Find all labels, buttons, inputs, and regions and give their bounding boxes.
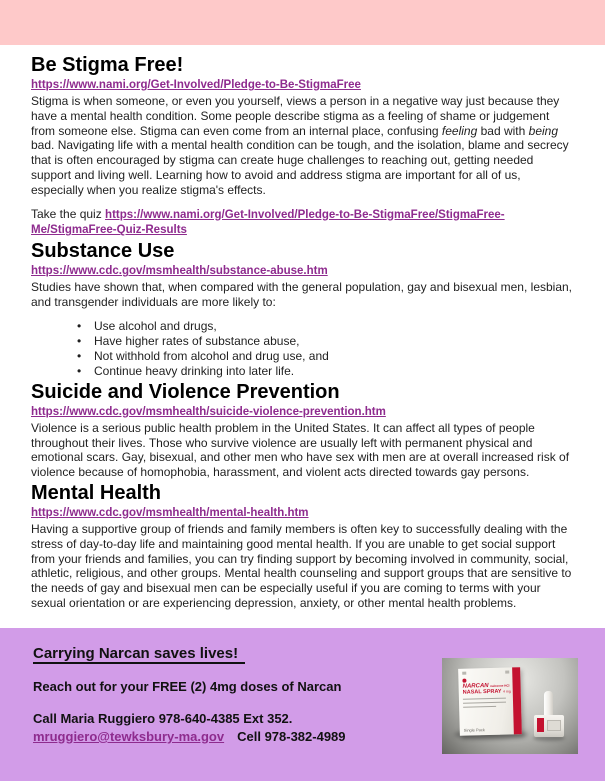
section-suicide-violence-prevention (31, 379, 576, 480)
narcan-subbrand-text: naloxone HCl (490, 683, 510, 688)
email-link[interactable]: mruggiero@tewksbury-ma.gov (33, 729, 225, 744)
paragraph-mental-health: Having a supportive group of friends and family members is often key to successfully dealing with the stress of day-to-day life and maintaining good mental health. If you are unable to get social support from your friends and families, you can try finding support by becoming involved in community, social, athletic, religious, and other groups. Mental health counseling and support groups that are sensitive to the needs of gay and bisexual men can be especially useful if you are coming to terms with your sexual orientation or are experiencing depression, anxiety, or other mental health problems. (31, 521, 572, 610)
box-lot-mark (462, 672, 466, 675)
box-fine-print-line (463, 702, 506, 704)
footer-free-doses-line: Reach out for your FREE (2) 4mg doses of Narcan (33, 679, 342, 694)
section-substance-use (31, 238, 576, 379)
narcan-box (458, 667, 522, 736)
narcan-box-red-stripe (512, 667, 522, 734)
stigma-text-3: bad. Navigating life with a mental health condition can be tough, and the isolation, blame and secrecy that is often encouraged by stigma can create huge challenges to reaching out, getting needed support and living well. Learning how to avoid and address stigma are important for all of us, especially when you realize stigma's effects. (31, 138, 569, 197)
stigma-text-2: bad with (477, 123, 529, 138)
footer-cell-number: Cell 978-382-4989 (237, 729, 346, 744)
content-area (0, 45, 605, 611)
bullet-item: • Continue heavy drinking into later life. (94, 364, 576, 379)
paragraph-violence: Violence is a serious public health problem in the United States. It can affect all types of people throughout their lives. Those who survive violence are usually left with permanent physical and emotional scars. Gay, bisexual, and other men who have sex with men are at overall increased risk of violence because of homophobia, harassment, and violent acts directed towards gay persons. (31, 420, 570, 480)
stigma-italic-being: being (528, 123, 559, 138)
substance-use-bullet-list (31, 319, 576, 379)
box-lot-line (462, 670, 509, 674)
device-slot (547, 720, 561, 731)
link-cdc-mental-health[interactable]: https://www.cdc.gov/msmhealth/mental-health.htm (31, 506, 309, 519)
narcan-logo-icon (462, 679, 466, 683)
heading-substance-use: Substance Use (31, 240, 175, 263)
narcan-box-front (462, 670, 511, 732)
quiz-line (31, 207, 576, 239)
device-red-label (537, 718, 544, 732)
narcan-product-text (463, 688, 510, 695)
link-cdc-suicide-violence[interactable]: https://www.cdc.gov/msmhealth/suicide-violence-prevention.htm (31, 405, 386, 418)
narcan-footer-banner (0, 628, 605, 781)
stigma-text-1: Stigma is when someone, or even you yourself, views a person in a negative way just because they have a mental health condition. Some people describe stigma as a feeling of shame or judgement from someone else. Stigma can even come from an internal place, confusing (31, 94, 560, 138)
brand-word: NARCAN (462, 683, 489, 690)
quiz-prefix: Take the quiz (31, 206, 106, 221)
box-fine-print-line (463, 706, 496, 708)
box-fine-print-line (463, 698, 506, 700)
link-cdc-substance-abuse[interactable]: https://www.cdc.gov/msmhealth/substance-abuse.htm (31, 265, 328, 278)
narcan-product-photo (442, 658, 578, 754)
narcan-dose-text: 4 mg (502, 689, 511, 694)
link-stigmafree-quiz[interactable]: https://www.nami.org/Get-Involved/Pledge-to-Be-StigmaFree/StigmaFree-Me/StigmaFree-Quiz-Results (31, 208, 505, 237)
paragraph-substance-use: Studies have shown that, when compared with the general population, gay and bisexual men, lesbian, and transgender individuals are more likely to: (31, 280, 573, 309)
product-word: NASAL SPRAY (462, 688, 502, 696)
heading-be-stigma-free: Be Stigma Free! (31, 54, 184, 76)
narcan-pack-text: Single Pack (463, 727, 485, 733)
stigma-italic-feeling: feeling (441, 123, 478, 138)
bullet-item: • Use alcohol and drugs, (94, 319, 576, 334)
box-lot-mark (505, 670, 509, 673)
link-nami-pledge[interactable]: https://www.nami.org/Get-Involved/Pledge-to-Be-StigmaFree (31, 79, 361, 91)
section-be-stigma-free (31, 52, 576, 238)
bullet-item: • Not withhold from alcohol and drug use, and (94, 349, 576, 364)
footer-call-line: Call Maria Ruggiero 978-640-4385 Ext 352. (33, 711, 293, 726)
footer-title: Carrying Narcan saves lives! (33, 645, 245, 664)
device-base (534, 715, 564, 737)
heading-suicide-violence-prevention: Suicide and Violence Prevention (31, 380, 340, 403)
heading-mental-health: Mental Health (31, 481, 162, 504)
paragraph-stigma (31, 94, 576, 198)
device-nozzle (544, 691, 553, 717)
bullet-item: • Have higher rates of substance abuse, (94, 334, 576, 349)
top-banner (0, 0, 605, 45)
section-mental-health (31, 480, 576, 611)
narcan-spray-device (532, 691, 566, 741)
